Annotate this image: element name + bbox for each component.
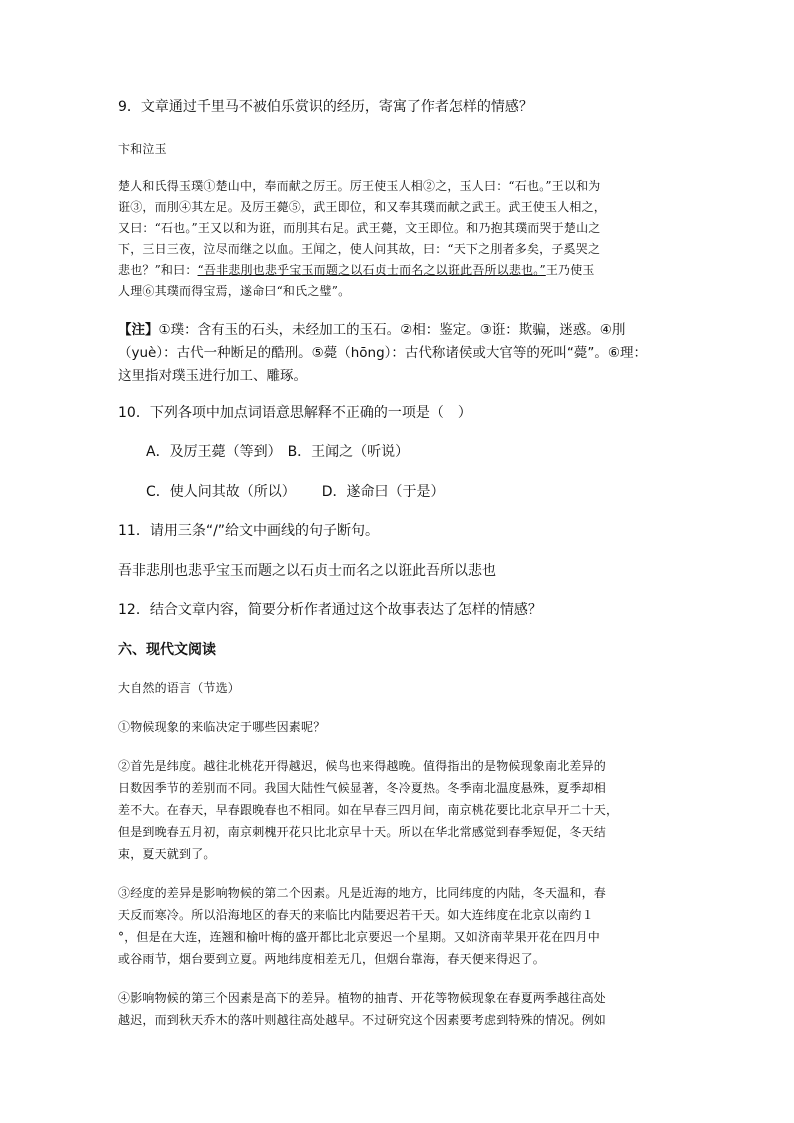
paragraph-3-line: 或谷雨节，烟台要到立夏。两地纬度相差无几，但烟台靠海，春天便来得迟了。	[118, 952, 546, 966]
question-10-options-row	[146, 441, 409, 461]
paragraph-3-line: °，但是在大连，连翘和榆叶梅的盛开都比北京要迟一个星期。又如济南苹果开花在四月中	[118, 930, 601, 944]
annotation-text: ①璞：含有玉的石头，未经加工的玉石。②相：鉴定。③诳：欺骗，迷惑。④刖	[158, 322, 626, 338]
option-c: C．使人问其故（所以）	[146, 484, 296, 500]
classical-text-line: 人理⑥其璞而得宝焉，遂命曰“和氏之璧”。	[118, 284, 351, 298]
question-12: 12．结合文章内容，简要分析作者通过这个故事表达了怎样的情感？	[118, 602, 542, 618]
classical-text-line	[118, 261, 595, 278]
question-9: 9．文章通过千里马不被伯乐赏识的经历，寄寓了作者怎样的情感？	[118, 99, 533, 115]
option-a: A．及厉王薨（等到）	[146, 444, 282, 460]
paragraph-4-line: 越迟，而到秋天乔木的落叶则越往高处越早。不过研究这个因素要考虑到特殊的情况。例如	[118, 1013, 607, 1027]
question-10-options-row	[146, 481, 445, 501]
classical-text-line: 诳③，而刖④其左足。及厉王薨⑤，武王即位，和又奉其璞而献之武王。武王使玉人相之，	[118, 200, 607, 214]
option-b: B．王闻之（听说）	[287, 444, 410, 460]
section-heading: 六、现代文阅读	[118, 642, 216, 658]
paragraph-1: ①物候现象的来临决定于哪些因素呢？	[118, 720, 326, 734]
paragraph-2-line: 但是到晚春五月初，南京刺槐开花只比北京早十天。所以在华北常感觉到春季短促，冬天结	[118, 825, 607, 839]
paragraph-2-line: 差不大。在春天，早春跟晚春也不相同。如在早春三四月间，南京桃花要比北京早开二十天，	[118, 803, 619, 817]
classical-text-segment: 王乃使玉	[545, 263, 595, 277]
option-d: D．遂命曰（于是）	[321, 484, 445, 500]
question-10: 10．下列各项中加点词语意思解释不正确的一项是（ ）	[118, 405, 472, 421]
underlined-sentence: “吾非悲刖也悲乎宝玉而题之以石贞士而名之以诳此吾所以悲也。”	[197, 263, 546, 277]
annotation-line: （yuè）：古代一种断足的酷刑。⑤薨（hōng）：古代称诸侯或大官等的死叫“薨”。⑥理：	[118, 345, 647, 361]
question-11-sentence: 吾非悲刖也悲乎宝玉而题之以石贞士而名之以诳此吾所以悲也	[118, 563, 496, 579]
paragraph-2-line: 日数因季节的差别而不同。我国大陆性气候显著，冬冷夏热。冬季南北温度悬殊，夏季却相	[118, 781, 607, 795]
classical-text-segment: 悲也？”和曰：	[118, 263, 198, 277]
question-11: 11．请用三条“/”给文中画线的句子断句。	[118, 523, 380, 539]
paragraph-3-line: ③经度的差异是影响物候的第二个因素。凡是近海的地方，比同纬度的内陆，冬天温和，春	[118, 886, 607, 900]
classical-text-line: 楚人和氏得玉璞①楚山中，奉而献之厉王。厉王使玉人相②之，玉人曰：“石也。”王以和为	[118, 179, 601, 193]
classical-text-title: 卞和泣玉	[118, 142, 167, 156]
classical-text-line: 又曰：“石也。”王又以和为诳，而刖其右足。武王薨，文王即位。和乃抱其璞而哭于楚山之	[118, 221, 601, 235]
classical-text-line: 下，三日三夜，泣尽而继之以血。王闻之，使人问其故，曰：“天下之刖者多矣，子奚哭之	[118, 242, 601, 256]
annotation-label: 【注】	[118, 322, 159, 338]
paragraph-3-line: 天反而寒冷。所以沿海地区的春天的来临比内陆要迟若干天。如大连纬度在北京以南约１	[118, 908, 594, 922]
paragraph-2-line: ②首先是纬度。越往北桃花开得越迟，候鸟也来得越晚。值得指出的是物候现象南北差异的	[118, 759, 607, 773]
annotation-line: 这里指对璞玉进行加工、雕琢。	[118, 368, 307, 384]
paragraph-2-line: 束，夏天就到了。	[118, 847, 216, 861]
modern-text-title: 大自然的语言（节选）	[118, 681, 241, 695]
paragraph-4-line: ④影响物候的第三个因素是高下的差异。植物的抽青、开花等物候现象在春夏两季越往高处	[118, 991, 607, 1005]
annotation-line	[118, 318, 625, 338]
